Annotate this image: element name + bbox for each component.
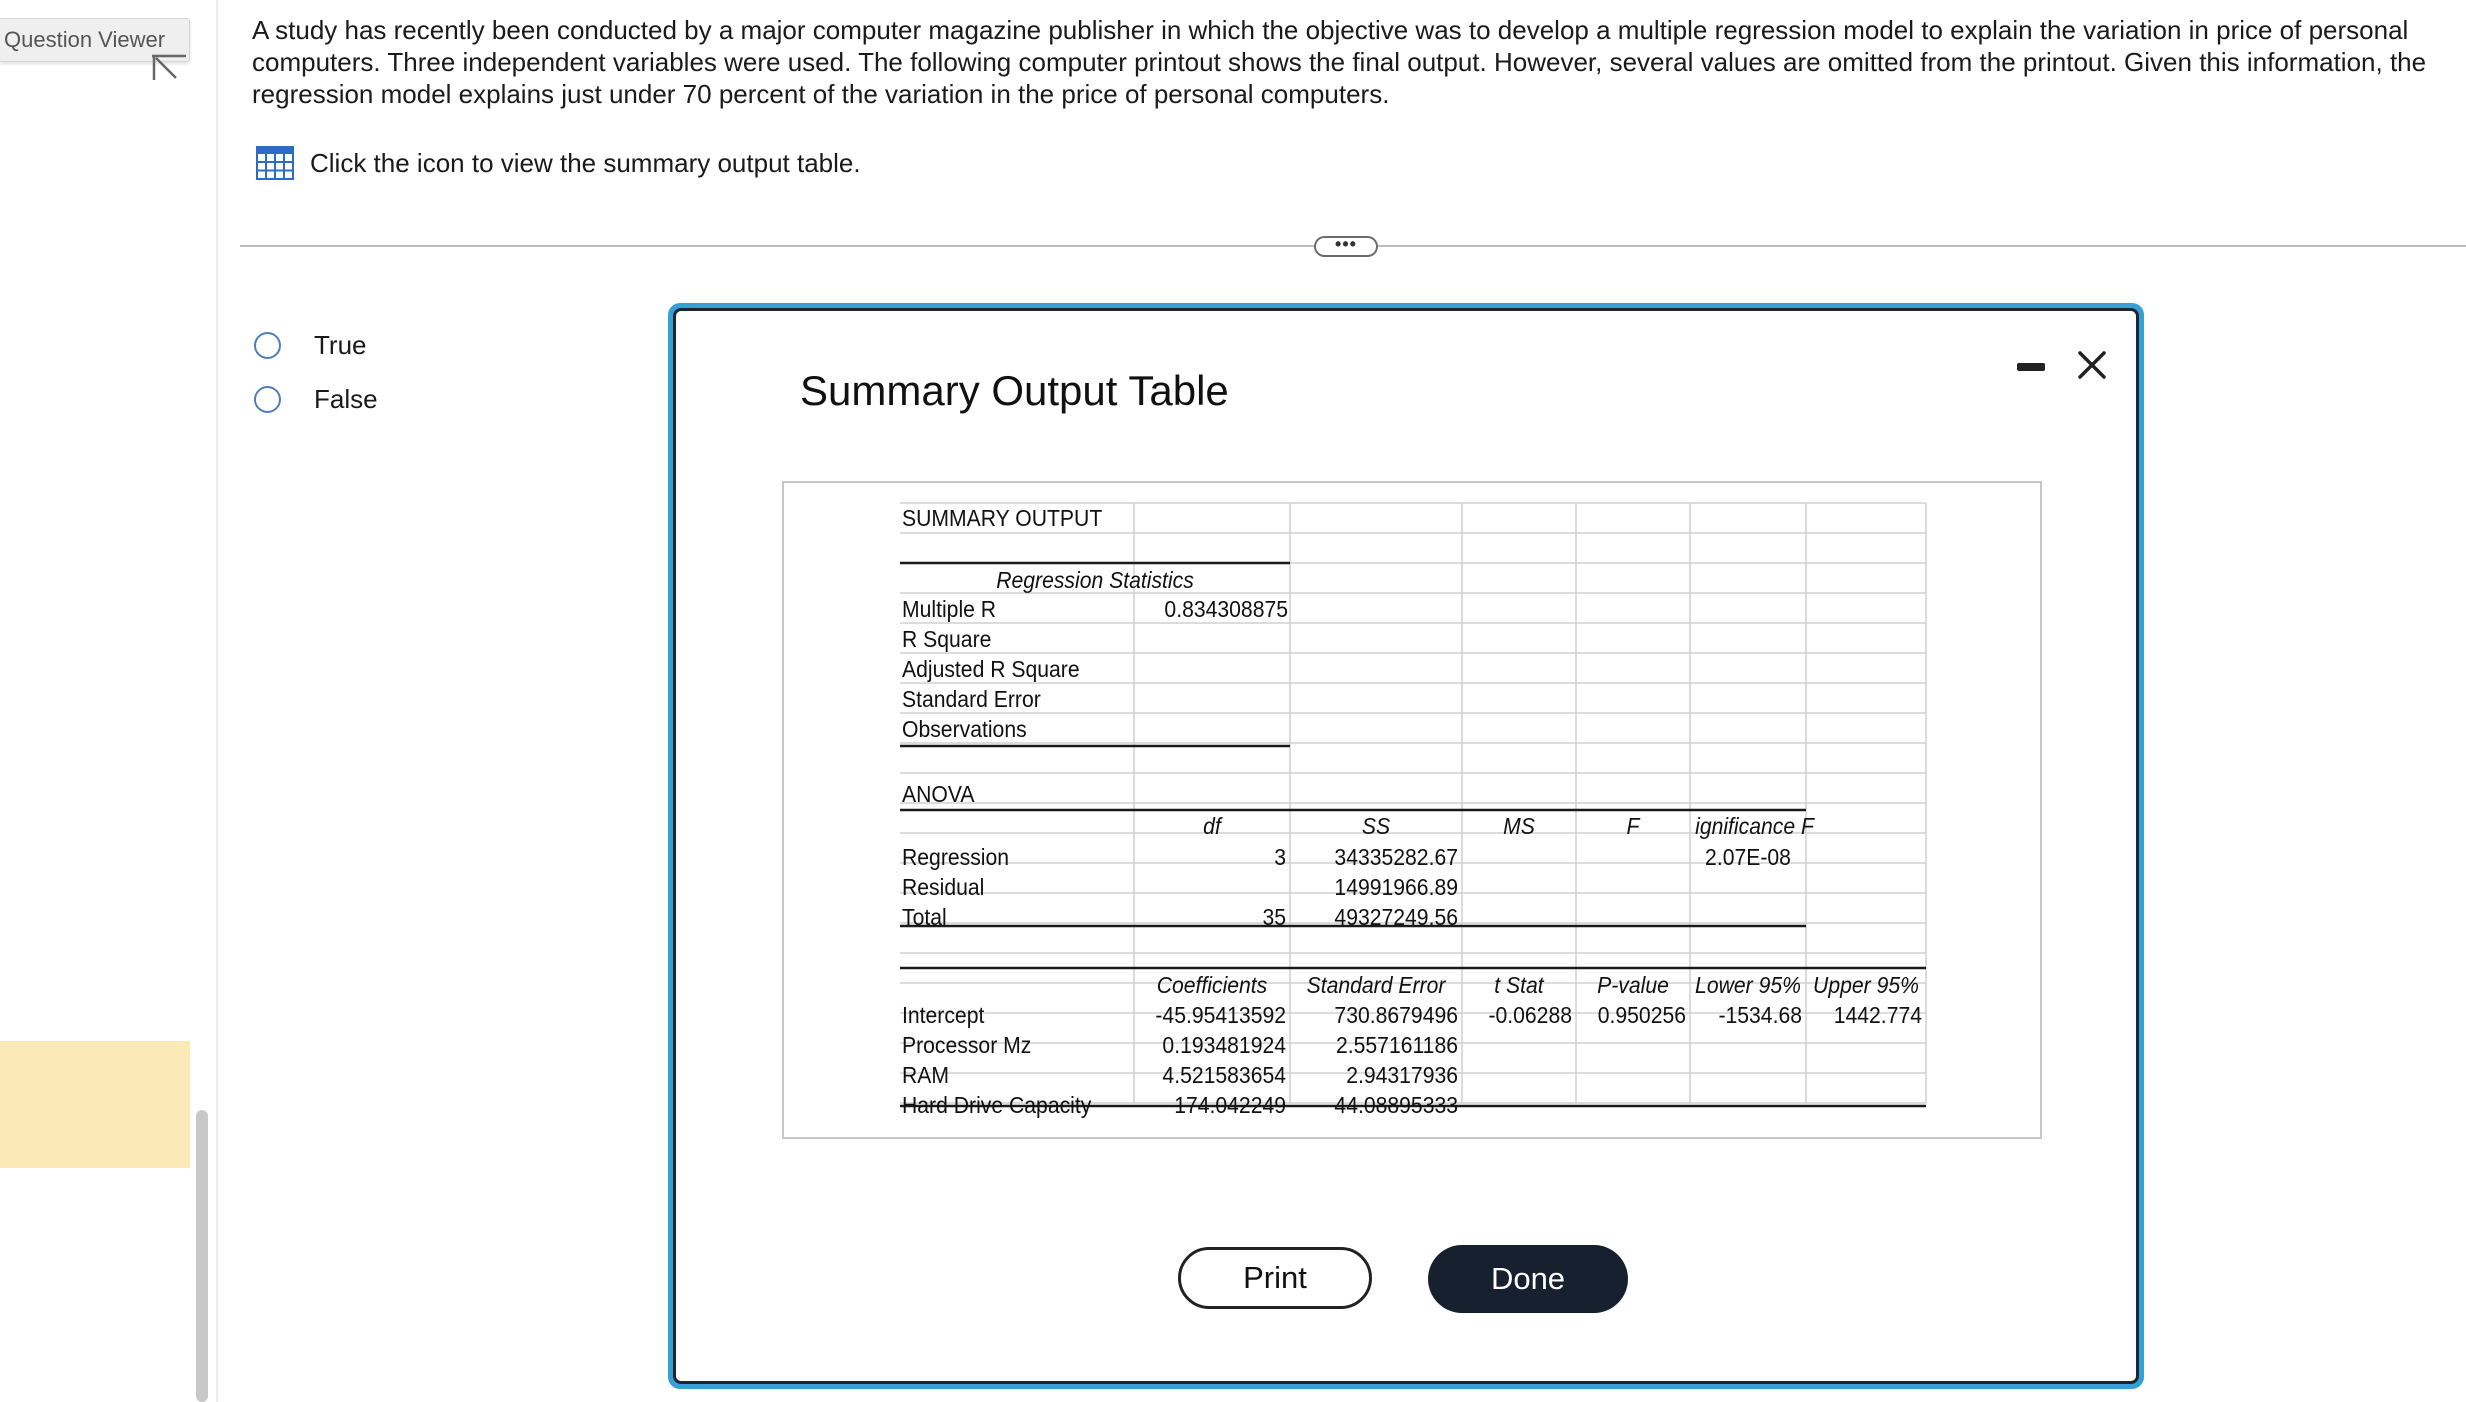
- stat-value: 0.834308875: [1164, 596, 1288, 622]
- coef-row-label: Intercept: [902, 1002, 985, 1028]
- radio-false[interactable]: [254, 386, 281, 413]
- current-question-highlight[interactable]: [0, 1041, 190, 1168]
- coef-header: t Stat: [1494, 972, 1544, 998]
- table-icon[interactable]: [256, 146, 294, 180]
- regression-statistics-header: Regression Statistics: [996, 567, 1194, 593]
- question-viewer-sidebar: [0, 0, 218, 1402]
- anova-header: ignificance F: [1695, 813, 1814, 839]
- view-table-text[interactable]: Click the icon to view the summary output table.: [310, 147, 861, 178]
- question-viewer-tab[interactable]: Question Viewer: [0, 18, 190, 62]
- coef-header: P-value: [1597, 972, 1669, 998]
- coef-header: Standard Error: [1306, 972, 1446, 998]
- anova-header: MS: [1503, 813, 1535, 839]
- option-true[interactable]: [254, 318, 378, 372]
- coef-row-label: Processor Mz: [902, 1032, 1032, 1058]
- coef-value: 174.042249: [1174, 1092, 1286, 1118]
- answer-options: [254, 318, 378, 426]
- summary-output-sheet: [782, 481, 2042, 1139]
- anova-header: df: [1203, 813, 1221, 839]
- coef-upper95: 1442.774: [1833, 1002, 1922, 1028]
- minimize-button[interactable]: [2017, 363, 2045, 371]
- stat-label: Standard Error: [902, 686, 1041, 712]
- coef-header: Coefficients: [1156, 972, 1268, 998]
- anova-significance-f: 2.07E-08: [1705, 844, 1791, 870]
- option-false-label[interactable]: False: [314, 383, 378, 414]
- anova-ss: 14991966.89: [1334, 874, 1458, 900]
- print-button[interactable]: Print: [1178, 1247, 1372, 1309]
- coef-se: 44.08895333: [1334, 1092, 1458, 1118]
- coef-se: 2.557161186: [1335, 1032, 1458, 1058]
- coef-value: 4.521583654: [1162, 1062, 1286, 1088]
- summary-output-label: SUMMARY OUTPUT: [902, 505, 1103, 531]
- anova-ss: 34335282.67: [1334, 844, 1458, 870]
- stat-label: R Square: [902, 626, 992, 652]
- anova-df: 3: [1274, 844, 1286, 870]
- option-true-label[interactable]: True: [314, 329, 367, 360]
- anova-row-label: Residual: [902, 874, 985, 900]
- question-text: A study has recently been conducted by a major computer magazine publisher in which the objective was to develop a multiple regression model to explain the variation in price of personal computers. Three independent variables were used. The following computer printout shows the final output. However, several values are omitted from the printout. Given this information, the regression model explains just under 70 percent of the variation in the price of personal computers.: [252, 15, 2427, 109]
- anova-label: ANOVA: [902, 781, 975, 807]
- coef-value: -45.95413592: [1155, 1002, 1286, 1028]
- anova-header: F: [1626, 813, 1640, 839]
- anova-ss: 49327249.56: [1334, 904, 1458, 930]
- option-false[interactable]: [254, 372, 378, 426]
- expand-more-button[interactable]: •••: [1314, 236, 1378, 257]
- view-table-link[interactable]: [256, 146, 861, 180]
- coef-lower95: -1534.68: [1718, 1002, 1802, 1028]
- coef-header: Lower 95%: [1695, 972, 1801, 998]
- modal-body: [673, 308, 2139, 1384]
- summary-output-modal: [668, 303, 2144, 1389]
- coef-pvalue: 0.950256: [1597, 1002, 1686, 1028]
- radio-true[interactable]: [254, 332, 281, 359]
- coef-se: 2.94317936: [1346, 1062, 1458, 1088]
- done-button[interactable]: Done: [1428, 1245, 1628, 1313]
- coef-tstat: -0.06288: [1488, 1002, 1572, 1028]
- coef-header: Upper 95%: [1813, 972, 1919, 998]
- stat-label: Observations: [902, 716, 1027, 742]
- close-icon[interactable]: [2072, 345, 2112, 385]
- stat-label: Adjusted R Square: [902, 656, 1080, 682]
- coef-se: 730.8679496: [1334, 1002, 1458, 1028]
- anova-df: 35: [1262, 904, 1286, 930]
- anova-row-label: Regression: [902, 844, 1010, 870]
- anova-header: SS: [1361, 813, 1391, 839]
- collapse-icon[interactable]: [146, 50, 192, 84]
- coef-value: 0.193481924: [1162, 1032, 1286, 1058]
- coef-row-label: RAM: [902, 1062, 950, 1088]
- anova-row-label: Total: [902, 904, 947, 930]
- sidebar-scrollbar[interactable]: [196, 1110, 208, 1402]
- stat-label: Multiple R: [902, 596, 997, 622]
- coef-row-label: Hard Drive Capacity: [902, 1092, 1092, 1118]
- modal-title: Summary Output Table: [800, 367, 1229, 414]
